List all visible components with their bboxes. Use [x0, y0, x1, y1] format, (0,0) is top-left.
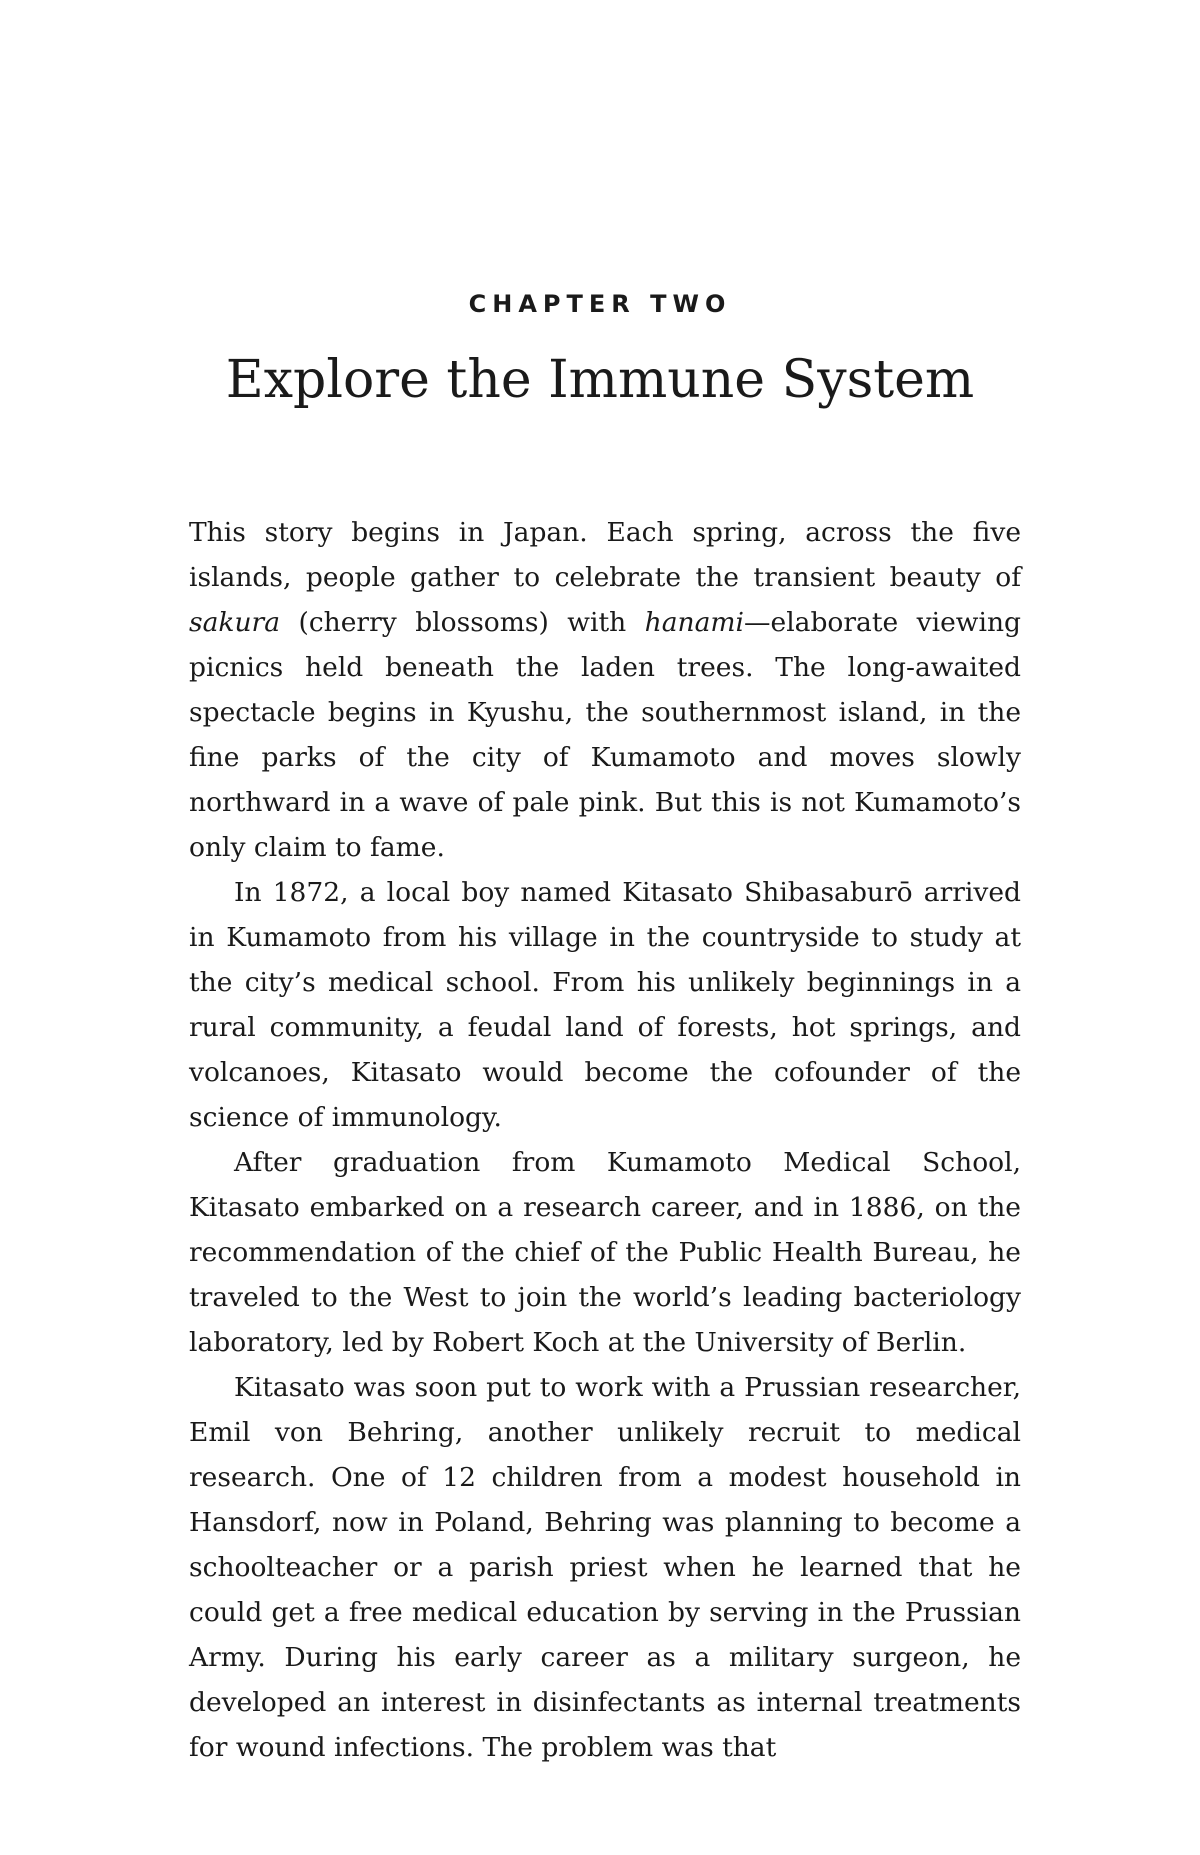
italic-term-hanami: hanami — [644, 607, 745, 638]
paragraph-1 — [189, 510, 1021, 870]
italic-term-sakura: sakura — [189, 607, 280, 638]
body-text — [189, 510, 1021, 1770]
paragraph-1-text-c: —elaborate viewing picnics held beneath the laden trees. The long-awaited spectacle begins in Kyushu, the southernmost island, in the fine parks of the city of Kumamoto and moves slowly northward in a wave of pale pink. But this is not Kumamoto’s only claim to fame. — [189, 607, 1021, 863]
paragraph-4: Kitasato was soon put to work with a Prussian researcher, Emil von Behring, another unlikely recruit to medical research. One of 12 children from a modest household in Hansdorf, now in Poland, Behring was planning to become a schoolteacher or a parish priest when he learned that he could get a free medical education by serving in the Prussian Army. During his early career as a military surgeon, he developed an interest in disinfectants as internal treatments for wound infections. The problem was that — [189, 1372, 1021, 1763]
chapter-label: CHAPTER TWO — [468, 290, 732, 318]
paragraph-1-text-b: (cherry blossoms) with — [280, 607, 645, 638]
paragraph-1-text-a: This story begins in Japan. Each spring, across the five islands, people gather to celebrate the transient beauty of — [189, 517, 1021, 593]
paragraph-3: After graduation from Kumamoto Medical School, Kitasato embarked on a research career, and in 1886, on the recommendation of the chief of the Public Health Bureau, he traveled to the West to join the world’s leading bacteriology laboratory, led by Robert Koch at the University of Berlin. — [189, 1147, 1021, 1358]
paragraph-2: In 1872, a local boy named Kitasato Shibasaburō arrived in Kumamoto from his village in the countryside to study at the city’s medical school. From his unlikely beginnings in a rural community, a feudal land of forests, hot springs, and volcanoes, Kitasato would become the cofounder of the science of immunology. — [189, 877, 1021, 1133]
chapter-title: Explore the Immune System — [225, 350, 975, 410]
